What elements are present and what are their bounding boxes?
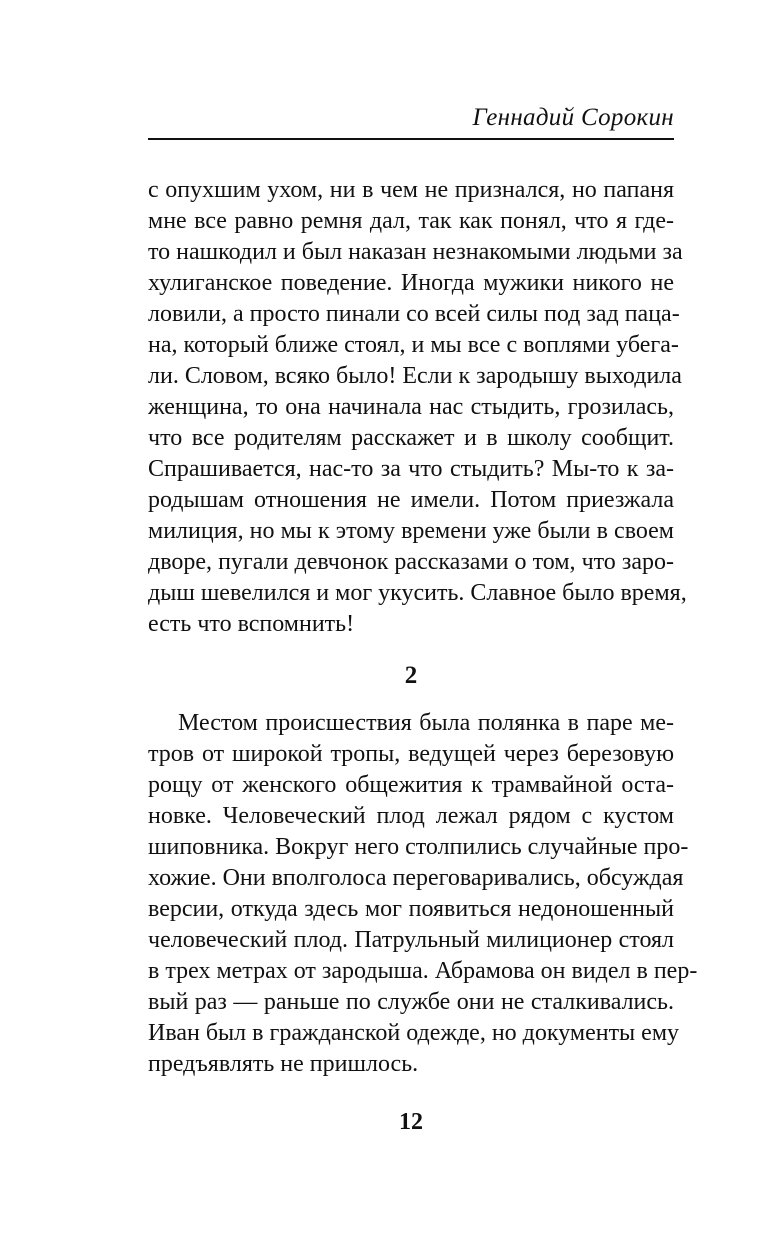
text-line: хожие. Они вполголоса переговаривались, обсуждая bbox=[148, 865, 684, 891]
text-line: на, который ближе стоял, и мы все с воплями убега- bbox=[148, 332, 679, 358]
continuation-paragraph bbox=[148, 175, 687, 640]
text-line: шиповника. Вокруг него столпились случайные про- bbox=[148, 834, 689, 860]
text-line: вый раз — раньше по службе они не сталкивались. bbox=[148, 989, 674, 1015]
text-line: хулиганское поведение. Иногда мужики никого не bbox=[148, 270, 674, 296]
text-line: новке. Человеческий плод лежал рядом с кустом bbox=[148, 803, 674, 829]
header-divider bbox=[148, 138, 674, 140]
section-number: 2 bbox=[404, 662, 418, 689]
text-line: что все родителям расскажет и в школу сообщит. bbox=[148, 425, 674, 451]
text-line: есть что вспомнить! bbox=[148, 611, 355, 637]
text-line: рощу от женского общежития к трамвайной оста- bbox=[148, 772, 674, 798]
text-line: то нашкодил и был наказан незнакомыми людьми за bbox=[148, 239, 683, 265]
text-line: Иван был в гражданской одежде, но документы ему bbox=[148, 1020, 680, 1046]
text-line: человеческий плод. Патрульный милиционер стоял bbox=[148, 927, 674, 953]
section-paragraph bbox=[148, 708, 698, 1080]
text-line: родышам отношения не имели. Потом приезжала bbox=[148, 487, 674, 513]
text-line: дыш шевелился и мог укусить. Славное было время, bbox=[148, 580, 687, 606]
text-line: Спрашивается, нас-то за что стыдить? Мы-то к за- bbox=[148, 456, 674, 482]
text-line: дворе, пугали девчонок рассказами о том, что заро- bbox=[148, 549, 674, 575]
text-line: версии, откуда здесь мог появиться недоношенный bbox=[148, 896, 674, 922]
text-line: милиция, но мы к этому времени уже были в своем bbox=[148, 518, 674, 544]
text-line: в трех метрах от зародыша. Абрамова он видел в пер- bbox=[148, 958, 698, 984]
text-line: ловили, а просто пинали со всей силы под зад паца- bbox=[148, 301, 680, 327]
text-line: ли. Словом, всяко было! Если к зародышу выходила bbox=[148, 363, 682, 389]
text-line: с опухшим ухом, ни в чем не признался, но папаня bbox=[148, 177, 674, 203]
text-line: тров от широкой тропы, ведущей через березовую bbox=[148, 741, 674, 767]
text-line: предъявлять не пришлось. bbox=[148, 1051, 419, 1077]
running-head-author: Геннадий Сорокин bbox=[472, 104, 674, 131]
text-line: женщина, то она начинала нас стыдить, грозилась, bbox=[148, 394, 674, 420]
page-number: 12 bbox=[399, 1109, 423, 1135]
text-line: Местом происшествия была полянка в паре ме- bbox=[178, 710, 674, 736]
text-line: мне все равно ремня дал, так как понял, что я где- bbox=[148, 208, 674, 234]
